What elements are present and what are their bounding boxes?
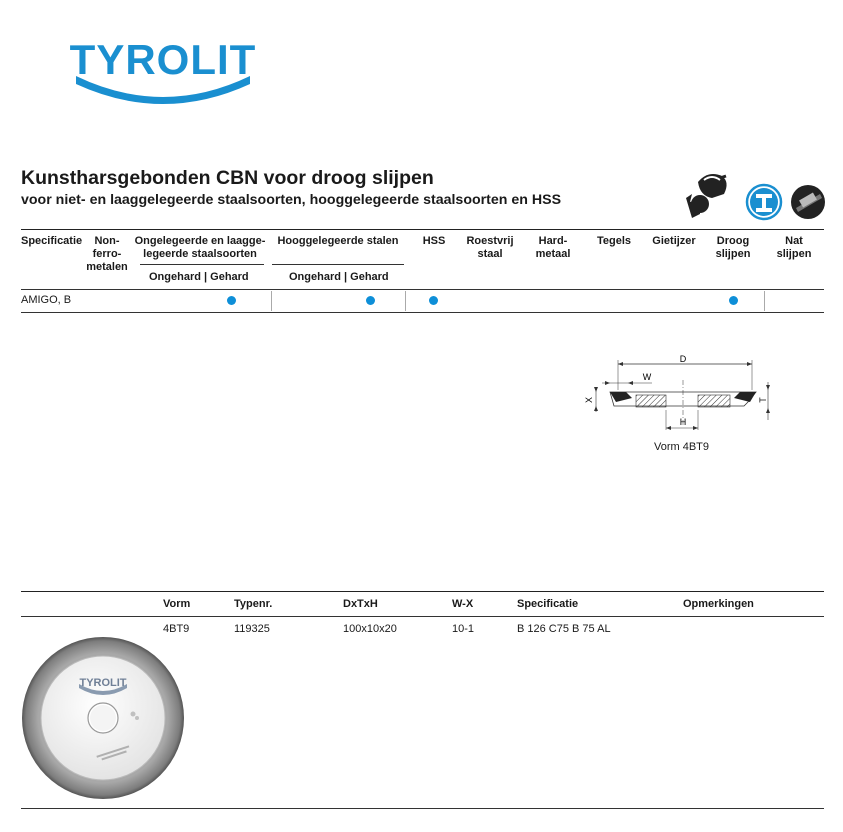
col-specificatie: Specificatie: [517, 598, 579, 610]
ongelegeerde-sub-rule: [140, 264, 264, 265]
header-hss: HSS: [422, 235, 446, 247]
row-wx: 10-1: [452, 623, 475, 635]
mark-ongelegeerde-gehard: [227, 296, 236, 305]
mark-hooggelegeerde-gehard: [366, 296, 375, 305]
header-ongelegeerde: Ongelegeerde en laagge- legeerde staalsoorten: [134, 235, 266, 260]
label-w: W: [642, 372, 652, 382]
header-hooggelegeerde: Hooggelegeerde stalen: [277, 235, 399, 247]
mark-hss: [429, 296, 438, 305]
header-droog-slijpen: Droog slijpen: [715, 235, 751, 260]
diagram-caption: Vorm 4BT9: [654, 441, 710, 453]
application-icons: [682, 168, 827, 224]
header-non-ferro: Non- ferro- metalen: [86, 235, 128, 273]
spec-table-header-rule: [21, 289, 824, 290]
hand-grinder-icon: [686, 174, 727, 218]
header-hooggelegeerde-sub: Ongehard | Gehard: [289, 271, 389, 283]
product-table-header-rule: [21, 616, 824, 617]
label-t: T: [758, 397, 768, 403]
page-subtitle: voor niet- en laaggelegeerde staalsoorten, hooggelegeerde staalsoorten en HSS: [21, 192, 562, 208]
col-divider: [271, 291, 272, 311]
steel-beam-icon: [747, 185, 781, 219]
header-hardmetaal: Hard- metaal: [535, 235, 571, 260]
product-wheel-image: [21, 636, 185, 800]
page-title: Kunstharsgebonden CBN voor droog slijpen: [21, 167, 434, 189]
hooggelegeerde-sub-rule: [272, 264, 404, 265]
label-h: H: [679, 417, 687, 427]
header-tegels: Tegels: [596, 235, 632, 247]
product-table-bottom-rule: [21, 808, 824, 809]
col-divider: [764, 291, 765, 311]
col-wx: W-X: [452, 598, 474, 610]
col-vorm: Vorm: [163, 598, 191, 610]
header-gietijzer: Gietijzer: [652, 235, 696, 247]
label-d: D: [679, 354, 687, 364]
tyrolit-logo: [68, 32, 258, 104]
label-x: X: [584, 396, 594, 404]
row-typenr: 119325: [234, 623, 270, 635]
row-vorm: 4BT9: [163, 623, 190, 635]
shape-4bt9-diagram: [580, 350, 780, 430]
header-ongelegeerde-sub: Ongehard | Gehard: [149, 271, 249, 283]
dry-grinding-icon: [791, 185, 825, 219]
header-nat-slijpen: Nat slijpen: [776, 235, 812, 260]
col-typenr: Typenr.: [234, 598, 273, 610]
spec-table-bottom-rule: [21, 312, 824, 313]
spec-row-specificatie: AMIGO, B: [21, 294, 72, 306]
spec-table-top-rule: [21, 229, 824, 230]
header-roestvrij: Roestvrij staal: [466, 235, 514, 260]
row-specificatie: B 126 C75 B 75 AL: [517, 623, 611, 635]
header-specificatie: Specificatie: [21, 235, 83, 247]
col-dxtxh: DxTxH: [343, 598, 378, 610]
col-opmerkingen: Opmerkingen: [683, 598, 754, 610]
wheel-label: TYROLIT: [79, 677, 127, 689]
row-dxtxh: 100x10x20: [343, 623, 397, 635]
mark-droog-slijpen: [729, 296, 738, 305]
product-table-top-rule: [21, 591, 824, 592]
col-divider: [405, 291, 406, 311]
logo-text: TYROLIT: [69, 36, 257, 83]
